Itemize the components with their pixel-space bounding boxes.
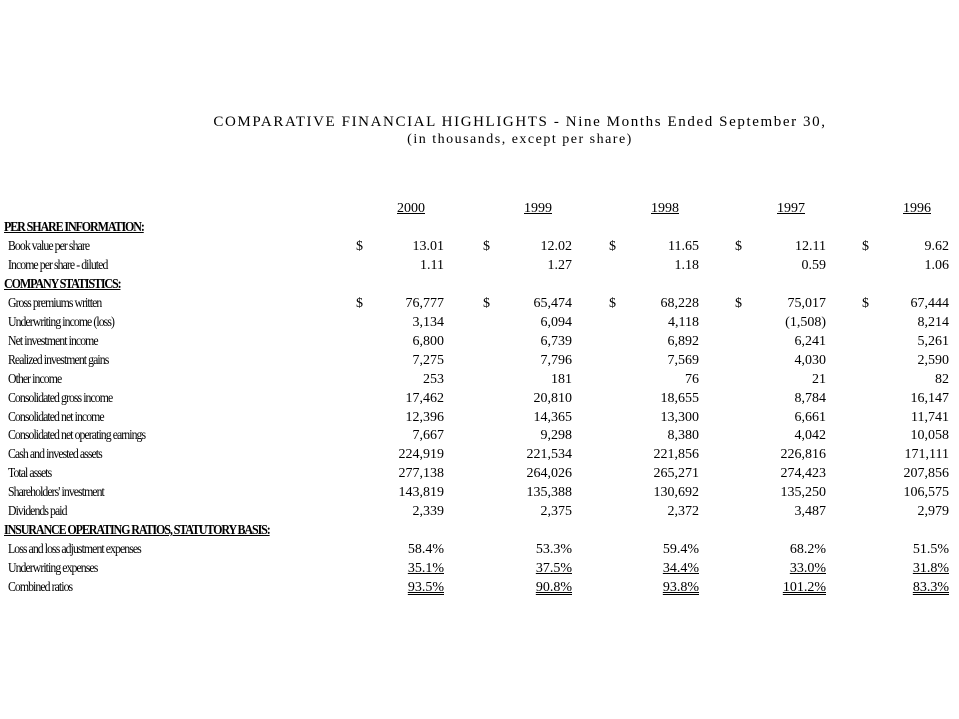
section-label: INSURANCE OPERATING RATIOS, STATUTORY BASIS: <box>4 523 270 539</box>
table-row <box>0 258 959 277</box>
year-header: 1996 <box>903 201 931 216</box>
table-cell: 12.02 <box>540 238 572 254</box>
table-cell: 68.2% <box>789 542 826 558</box>
table-row <box>0 580 959 599</box>
year-header: 1998 <box>651 201 679 216</box>
table-cell: 16,147 <box>910 390 949 406</box>
table-cell: 10,058 <box>910 428 949 444</box>
table-cell: 265,271 <box>653 466 699 482</box>
section-label: COMPANY STATISTICS: <box>4 276 121 292</box>
table-cell: 12,396 <box>405 409 444 425</box>
table-cell: 135,250 <box>780 485 826 501</box>
table-cell: 2,590 <box>917 352 949 368</box>
section-header-row <box>0 523 959 542</box>
table-cell: 224,919 <box>398 447 444 463</box>
table-cell: 90.8% <box>535 580 572 596</box>
row-label: Dividends paid <box>8 504 67 520</box>
table-cell: 6,094 <box>540 314 572 330</box>
table-cell: 171,111 <box>904 447 949 463</box>
table-cell: 13.01 <box>412 238 444 254</box>
table-cell: 130,692 <box>653 485 699 501</box>
row-label: Other income <box>8 371 62 387</box>
table-cell: 11,741 <box>911 409 949 425</box>
section-header-row <box>0 277 959 296</box>
table-cell: 67,444 <box>910 295 949 311</box>
table-cell: 6,892 <box>667 333 699 349</box>
table-cell: 7,569 <box>667 352 699 368</box>
section-label: PER SHARE INFORMATION: <box>4 220 144 235</box>
row-label: Consolidated net operating earnings <box>8 428 146 444</box>
dollar-sign: $ <box>862 295 869 311</box>
row-label: Shareholders' investment <box>8 485 104 501</box>
row-label: Total assets <box>8 466 52 482</box>
table-cell: 0.59 <box>801 257 826 273</box>
table-cell: 264,026 <box>526 466 572 482</box>
table-cell: 82 <box>935 371 949 387</box>
table-cell: 35.1% <box>407 561 444 577</box>
table-cell: 37.5% <box>535 561 572 577</box>
year-header: 1997 <box>777 201 805 216</box>
table-cell: 11.65 <box>668 238 699 254</box>
table-cell: 7,275 <box>412 352 444 368</box>
table-row <box>0 504 959 523</box>
table-row <box>0 542 959 561</box>
dollar-sign: $ <box>609 295 616 311</box>
table-cell: 2,372 <box>667 504 699 520</box>
table-cell: 8,214 <box>917 314 949 330</box>
table-cell: 8,380 <box>667 428 699 444</box>
row-label: Underwriting income (loss) <box>8 314 114 330</box>
dollar-sign: $ <box>735 238 742 254</box>
table-row <box>0 447 959 466</box>
table-cell: 1.18 <box>674 257 699 273</box>
row-label: Underwriting expenses <box>8 561 98 577</box>
table-cell: 65,474 <box>533 295 572 311</box>
table-cell: 2,339 <box>412 504 444 520</box>
row-label: Realized investment gains <box>8 352 109 368</box>
row-label: Income per share - diluted <box>8 257 108 273</box>
row-label: Cash and invested assets <box>8 447 102 463</box>
table-cell: 9,298 <box>540 428 572 444</box>
dollar-sign: $ <box>483 295 490 311</box>
table-cell: 14,365 <box>533 409 572 425</box>
table-row <box>0 315 959 334</box>
table-cell: 76,777 <box>405 295 444 311</box>
dollar-sign: $ <box>356 238 363 254</box>
table-cell: 76 <box>685 371 699 387</box>
table-cell: 31.8% <box>912 561 949 577</box>
table-row <box>0 334 959 353</box>
table-cell: 101.2% <box>782 580 826 596</box>
table-cell: 53.3% <box>535 542 572 558</box>
row-label: Combined ratios <box>8 580 73 596</box>
year-header: 2000 <box>397 201 425 216</box>
table-row <box>0 391 959 410</box>
table-cell: 277,138 <box>398 466 444 482</box>
table-cell: 17,462 <box>405 390 444 406</box>
table-cell: 75,017 <box>787 295 826 311</box>
table-row <box>0 239 959 258</box>
table-cell: 83.3% <box>912 580 949 596</box>
table-cell: 2,375 <box>540 504 572 520</box>
table-cell: 4,030 <box>794 352 826 368</box>
year-header: 1999 <box>524 201 552 216</box>
dollar-sign: $ <box>862 238 869 254</box>
table-cell: 135,388 <box>526 485 572 501</box>
table-row <box>0 485 959 504</box>
table-cell: 6,800 <box>412 333 444 349</box>
table-cell: 181 <box>551 371 572 387</box>
table-cell: 1.11 <box>420 257 444 273</box>
row-label: Book value per share <box>8 238 90 254</box>
report-subtitle: (in thousands, except per share) <box>407 132 633 147</box>
table-cell: 93.8% <box>662 580 699 596</box>
table-row <box>0 466 959 485</box>
table-cell: 1.27 <box>547 257 572 273</box>
table-cell: 18,655 <box>660 390 699 406</box>
table-cell: 4,118 <box>668 314 699 330</box>
table-cell: 143,819 <box>398 485 444 501</box>
table-row <box>0 428 959 447</box>
table-cell: 6,739 <box>540 333 572 349</box>
table-cell: 1.06 <box>924 257 949 273</box>
table-cell: 221,534 <box>526 447 572 463</box>
table-cell: (1,508) <box>785 314 826 330</box>
table-row <box>0 296 959 315</box>
table-cell: 58.4% <box>407 542 444 558</box>
section-header-row <box>0 220 959 239</box>
row-label: Loss and loss adjustment expenses <box>8 542 141 558</box>
table-row <box>0 561 959 580</box>
report-title: COMPARATIVE FINANCIAL HIGHLIGHTS - Nine Months Ended September 30, <box>213 114 827 130</box>
table-cell: 59.4% <box>662 542 699 558</box>
table-cell: 21 <box>812 371 826 387</box>
table-row <box>0 372 959 391</box>
year-header-row <box>0 201 959 220</box>
row-label: Gross premiums written <box>8 295 102 311</box>
table-cell: 3,134 <box>412 314 444 330</box>
table-cell: 2,979 <box>917 504 949 520</box>
table-row <box>0 353 959 372</box>
table-cell: 6,241 <box>794 333 826 349</box>
table-cell: 13,300 <box>660 409 699 425</box>
table-cell: 226,816 <box>780 447 826 463</box>
table-cell: 4,042 <box>794 428 826 444</box>
table-cell: 6,661 <box>794 409 826 425</box>
table-cell: 207,856 <box>903 466 949 482</box>
table-cell: 68,228 <box>660 295 699 311</box>
dollar-sign: $ <box>609 238 616 254</box>
table-cell: 33.0% <box>789 561 826 577</box>
dollar-sign: $ <box>735 295 742 311</box>
table-row <box>0 410 959 429</box>
table-cell: 34.4% <box>662 561 699 577</box>
table-cell: 274,423 <box>780 466 826 482</box>
table-cell: 7,796 <box>540 352 572 368</box>
table-cell: 253 <box>423 371 444 387</box>
row-label: Consolidated gross income <box>8 390 113 406</box>
table-cell: 3,487 <box>794 504 826 520</box>
table-cell: 8,784 <box>794 390 826 406</box>
table-cell: 106,575 <box>903 485 949 501</box>
table-cell: 221,856 <box>653 447 699 463</box>
row-label: Consolidated net income <box>8 409 104 425</box>
table-cell: 51.5% <box>912 542 949 558</box>
table-cell: 93.5% <box>407 580 444 596</box>
table-cell: 20,810 <box>533 390 572 406</box>
row-label: Net investment income <box>8 333 98 349</box>
table-cell: 9.62 <box>924 238 949 254</box>
table-cell: 12.11 <box>795 238 826 254</box>
dollar-sign: $ <box>483 238 490 254</box>
dollar-sign: $ <box>356 295 363 311</box>
table-cell: 5,261 <box>917 333 949 349</box>
table-cell: 7,667 <box>412 428 444 444</box>
